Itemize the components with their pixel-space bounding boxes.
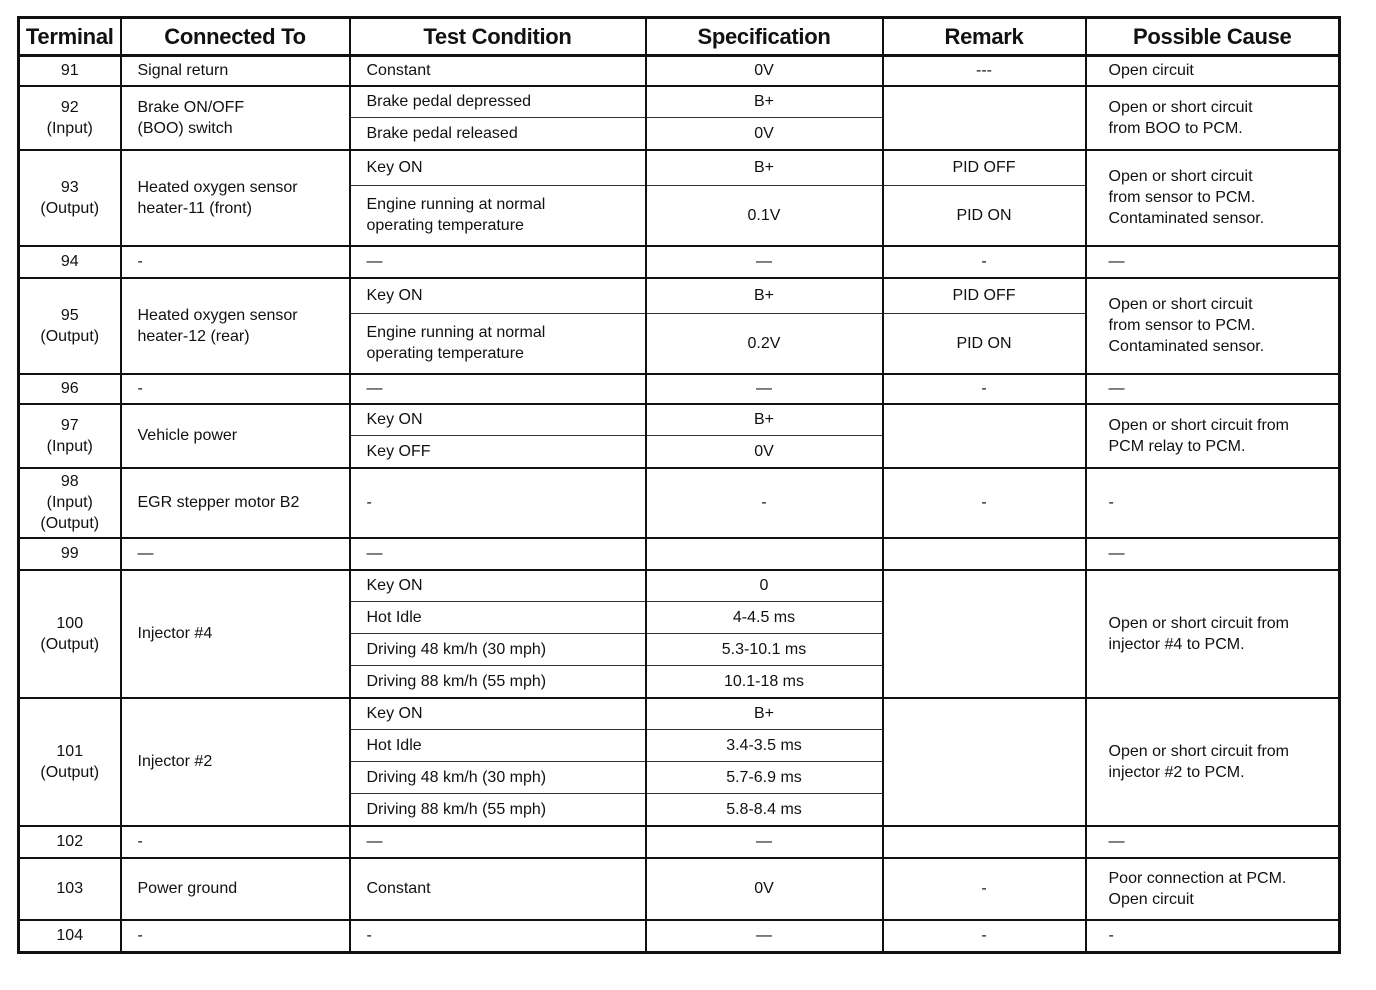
- specification-cell: B+: [646, 150, 883, 186]
- remark-cell: [883, 570, 1086, 698]
- terminal-cell: 93 (Output): [19, 150, 121, 246]
- connected-to-cell: EGR stepper motor B2: [121, 468, 350, 538]
- test-condition-cell: Engine running at normal operating temperature: [350, 186, 646, 246]
- connected-to-cell: Injector #4: [121, 570, 350, 698]
- possible-cause-cell: —: [1086, 826, 1340, 858]
- specification-cell: B+: [646, 278, 883, 314]
- connected-to-cell: -: [121, 374, 350, 404]
- remark-cell: -: [883, 858, 1086, 920]
- terminal-cell: 103: [19, 858, 121, 920]
- header-row: [19, 18, 1340, 56]
- header-specification: Specification: [646, 18, 883, 56]
- terminal-cell: 99: [19, 538, 121, 570]
- table-row: [19, 920, 1340, 953]
- terminal-cell: 96: [19, 374, 121, 404]
- connected-to-cell: Injector #2: [121, 698, 350, 826]
- specification-cell: B+: [646, 698, 883, 730]
- remark-cell: -: [883, 920, 1086, 953]
- specification-cell: 0V: [646, 436, 883, 468]
- connected-to-cell: Heated oxygen sensor heater-11 (front): [121, 150, 350, 246]
- test-condition-cell: —: [350, 246, 646, 278]
- table-row: [19, 86, 1340, 118]
- possible-cause-cell: Open or short circuit from sensor to PCM. Contaminated sensor.: [1086, 278, 1340, 374]
- test-condition-cell: Key ON: [350, 570, 646, 602]
- test-condition-cell: -: [350, 920, 646, 953]
- possible-cause-cell: Open or short circuit from injector #2 to PCM.: [1086, 698, 1340, 826]
- test-condition-cell: Driving 48 km/h (30 mph): [350, 634, 646, 666]
- possible-cause-cell: -: [1086, 920, 1340, 953]
- specification-cell: 0V: [646, 858, 883, 920]
- possible-cause-cell: Open or short circuit from BOO to PCM.: [1086, 86, 1340, 150]
- possible-cause-cell: —: [1086, 538, 1340, 570]
- possible-cause-cell: -: [1086, 468, 1340, 538]
- terminal-cell: 98 (Input) (Output): [19, 468, 121, 538]
- connected-to-cell: -: [121, 246, 350, 278]
- table-row: [19, 698, 1340, 730]
- table-row: [19, 56, 1340, 86]
- connected-to-cell: Power ground: [121, 858, 350, 920]
- specification-cell: -: [646, 468, 883, 538]
- connected-to-cell: —: [121, 538, 350, 570]
- specification-cell: 10.1-18 ms: [646, 666, 883, 698]
- possible-cause-cell: Open or short circuit from sensor to PCM. Contaminated sensor.: [1086, 150, 1340, 246]
- remark-cell: PID ON: [883, 186, 1086, 246]
- pinout-table: [17, 16, 1341, 954]
- connected-to-cell: Signal return: [121, 56, 350, 86]
- remark-cell: [883, 538, 1086, 570]
- specification-cell: —: [646, 826, 883, 858]
- test-condition-cell: Key ON: [350, 150, 646, 186]
- table-row: [19, 278, 1340, 314]
- table-row: [19, 246, 1340, 278]
- test-condition-cell: Brake pedal depressed: [350, 86, 646, 118]
- remark-cell: ---: [883, 56, 1086, 86]
- terminal-cell: 97 (Input): [19, 404, 121, 468]
- specification-cell: —: [646, 920, 883, 953]
- possible-cause-cell: Open circuit: [1086, 56, 1340, 86]
- specification-cell: 4-4.5 ms: [646, 602, 883, 634]
- table-row: [19, 538, 1340, 570]
- table-row: [19, 374, 1340, 404]
- table-row: [19, 150, 1340, 186]
- specification-cell: B+: [646, 404, 883, 436]
- remark-cell: [883, 86, 1086, 150]
- test-condition-cell: Constant: [350, 858, 646, 920]
- specification-cell: 5.3-10.1 ms: [646, 634, 883, 666]
- header-possible-cause: Possible Cause: [1086, 18, 1340, 56]
- table-row: [19, 404, 1340, 436]
- terminal-cell: 101 (Output): [19, 698, 121, 826]
- header-terminal: Terminal: [19, 18, 121, 56]
- test-condition-cell: -: [350, 468, 646, 538]
- terminal-cell: 92 (Input): [19, 86, 121, 150]
- specification-cell: [646, 538, 883, 570]
- test-condition-cell: —: [350, 826, 646, 858]
- terminal-cell: 104: [19, 920, 121, 953]
- test-condition-cell: —: [350, 374, 646, 404]
- terminal-cell: 95 (Output): [19, 278, 121, 374]
- test-condition-cell: Key ON: [350, 698, 646, 730]
- specification-cell: B+: [646, 86, 883, 118]
- specification-cell: —: [646, 374, 883, 404]
- possible-cause-cell: —: [1086, 246, 1340, 278]
- test-condition-cell: Brake pedal released: [350, 118, 646, 150]
- connected-to-cell: -: [121, 920, 350, 953]
- test-condition-cell: Key OFF: [350, 436, 646, 468]
- header-remark: Remark: [883, 18, 1086, 56]
- test-condition-cell: —: [350, 538, 646, 570]
- remark-cell: -: [883, 468, 1086, 538]
- connected-to-cell: Brake ON/OFF (BOO) switch: [121, 86, 350, 150]
- remark-cell: PID ON: [883, 314, 1086, 374]
- terminal-cell: 91: [19, 56, 121, 86]
- specification-cell: 3.4-3.5 ms: [646, 730, 883, 762]
- test-condition-cell: Key ON: [350, 278, 646, 314]
- possible-cause-cell: —: [1086, 374, 1340, 404]
- remark-cell: [883, 826, 1086, 858]
- test-condition-cell: Engine running at normal operating temperature: [350, 314, 646, 374]
- specification-cell: 5.7-6.9 ms: [646, 762, 883, 794]
- specification-cell: 0V: [646, 56, 883, 86]
- header-test-condition: Test Condition: [350, 18, 646, 56]
- remark-cell: [883, 404, 1086, 468]
- table-row: [19, 826, 1340, 858]
- table-row: [19, 570, 1340, 602]
- table-row: [19, 858, 1340, 920]
- test-condition-cell: Driving 88 km/h (55 mph): [350, 666, 646, 698]
- possible-cause-cell: Open or short circuit from injector #4 to PCM.: [1086, 570, 1340, 698]
- test-condition-cell: Hot Idle: [350, 602, 646, 634]
- connected-to-cell: Vehicle power: [121, 404, 350, 468]
- connected-to-cell: -: [121, 826, 350, 858]
- remark-cell: PID OFF: [883, 150, 1086, 186]
- specification-cell: 0: [646, 570, 883, 602]
- specification-cell: 5.8-8.4 ms: [646, 794, 883, 826]
- remark-cell: PID OFF: [883, 278, 1086, 314]
- possible-cause-cell: Poor connection at PCM. Open circuit: [1086, 858, 1340, 920]
- remark-cell: -: [883, 374, 1086, 404]
- specification-cell: —: [646, 246, 883, 278]
- test-condition-cell: Hot Idle: [350, 730, 646, 762]
- terminal-cell: 102: [19, 826, 121, 858]
- specification-cell: 0.2V: [646, 314, 883, 374]
- terminal-cell: 94: [19, 246, 121, 278]
- specification-cell: 0V: [646, 118, 883, 150]
- terminal-cell: 100 (Output): [19, 570, 121, 698]
- remark-cell: [883, 698, 1086, 826]
- header-connected-to: Connected To: [121, 18, 350, 56]
- specification-cell: 0.1V: [646, 186, 883, 246]
- test-condition-cell: Constant: [350, 56, 646, 86]
- test-condition-cell: Key ON: [350, 404, 646, 436]
- connected-to-cell: Heated oxygen sensor heater-12 (rear): [121, 278, 350, 374]
- table-row: [19, 468, 1340, 538]
- table-body: [19, 56, 1340, 953]
- possible-cause-cell: Open or short circuit from PCM relay to PCM.: [1086, 404, 1340, 468]
- test-condition-cell: Driving 88 km/h (55 mph): [350, 794, 646, 826]
- test-condition-cell: Driving 48 km/h (30 mph): [350, 762, 646, 794]
- remark-cell: -: [883, 246, 1086, 278]
